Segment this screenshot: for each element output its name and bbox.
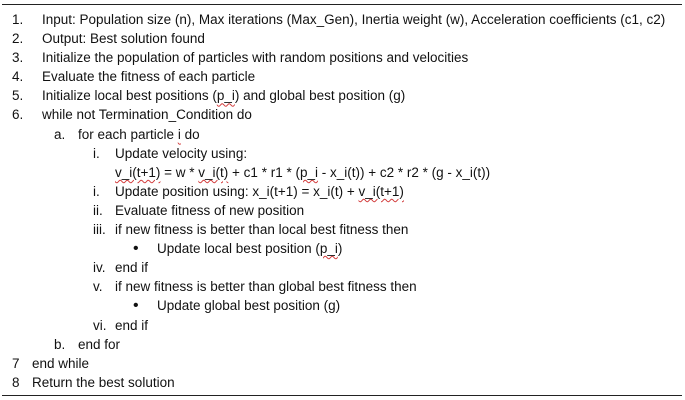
spellcheck-flagged-term: v_i(t+1) (115, 164, 161, 180)
line-marker: 1. (12, 12, 24, 27)
line-text: while not Termination_Condition do (42, 107, 252, 123)
line-text: if new fitness is better than global best fitness then (115, 279, 417, 295)
spellcheck-flagged-term: v_i(t+1) (358, 183, 404, 199)
line-marker: iv. (93, 260, 106, 276)
spellcheck-flagged-term: v_i(t) (198, 164, 229, 180)
text-segment: ) (337, 241, 343, 257)
line-marker: 4. (12, 69, 24, 85)
text-segment: Update position using: x_i(t+1) = x_i(t) + (115, 183, 359, 199)
algorithm-listing (0, 10, 685, 392)
line-5 (0, 86, 685, 105)
line-text: Input: Population size (n), Max iterations (Max_Gen), Inertia weight (w), Acceleration coefficients (c1, c2) (42, 12, 666, 27)
text-segment: = w * (160, 164, 199, 180)
line-marker: i. (93, 145, 100, 161)
line-7 (0, 354, 685, 373)
text-segment: for each particle (78, 126, 178, 142)
line-marker: 8 (12, 374, 20, 390)
line-text: end for (78, 336, 121, 352)
bullet-icon: • (133, 240, 139, 258)
line-local-best-update (0, 239, 685, 258)
line-4 (0, 67, 685, 86)
line-6a-i-position (0, 182, 685, 201)
text-segment: - x_i(t)) + c2 * r2 * (g - x_i(t)) (317, 164, 491, 180)
line-marker: ii. (93, 202, 103, 218)
line-marker: i. (93, 183, 100, 199)
line-marker: 5. (12, 88, 24, 104)
text-segment: + c1 * r1 * ( (228, 164, 300, 180)
line-6a-iii (0, 220, 685, 239)
top-rule (2, 4, 682, 5)
line-text (115, 182, 404, 201)
line-text: Update global best position (g) (157, 298, 341, 314)
equation-text (115, 163, 490, 182)
line-6a-i-velocity (0, 144, 685, 163)
line-marker: iii. (93, 222, 106, 238)
bottom-rule (2, 395, 682, 396)
text-segment: ) and global best position (g) (234, 88, 406, 104)
line-text: Evaluate the fitness of each particle (42, 69, 256, 85)
spellcheck-flagged-term: p_i (319, 241, 338, 257)
line-2 (0, 29, 685, 48)
line-6a-ii (0, 201, 685, 220)
velocity-equation (0, 163, 685, 182)
line-marker: v. (93, 279, 103, 295)
line-6a-v (0, 277, 685, 296)
line-text: Update velocity using: (115, 145, 248, 161)
line-6a (0, 125, 685, 144)
line-text: end if (115, 260, 149, 276)
line-text: if new fitness is better than local best fitness then (115, 222, 409, 238)
line-global-best-update (0, 296, 685, 315)
line-6b (0, 335, 685, 354)
spellcheck-flagged-term: i (177, 126, 181, 142)
line-6a-iv (0, 258, 685, 277)
bullet-icon: • (133, 297, 139, 315)
line-3 (0, 48, 685, 67)
spellcheck-flagged-term: p_i (216, 88, 235, 104)
line-marker: 3. (12, 50, 24, 66)
line-text: Initialize the population of particles with random positions and velocities (42, 50, 469, 66)
line-marker: vi. (93, 317, 107, 333)
line-marker: a. (54, 126, 66, 142)
line-text (78, 125, 200, 144)
line-text: Output: Best solution found (42, 31, 205, 47)
line-text: Evaluate fitness of new position (115, 202, 305, 218)
line-1 (0, 10, 685, 29)
line-8 (0, 373, 685, 392)
line-marker: 6. (12, 107, 24, 123)
line-text: end if (115, 317, 149, 333)
line-marker: 2. (12, 31, 24, 47)
line-text: end while (32, 355, 90, 371)
spellcheck-flagged-term: p_i (299, 164, 318, 180)
line-6 (0, 105, 685, 124)
line-text: Return the best solution (32, 374, 175, 390)
text-segment: Update local best position ( (157, 241, 320, 257)
line-6a-vi (0, 316, 685, 335)
text-segment: do (180, 126, 200, 142)
line-marker: b. (54, 336, 66, 352)
line-text (42, 86, 405, 105)
line-text (157, 239, 342, 258)
line-marker: 7 (12, 355, 20, 371)
text-segment: Initialize local best positions ( (42, 88, 217, 104)
